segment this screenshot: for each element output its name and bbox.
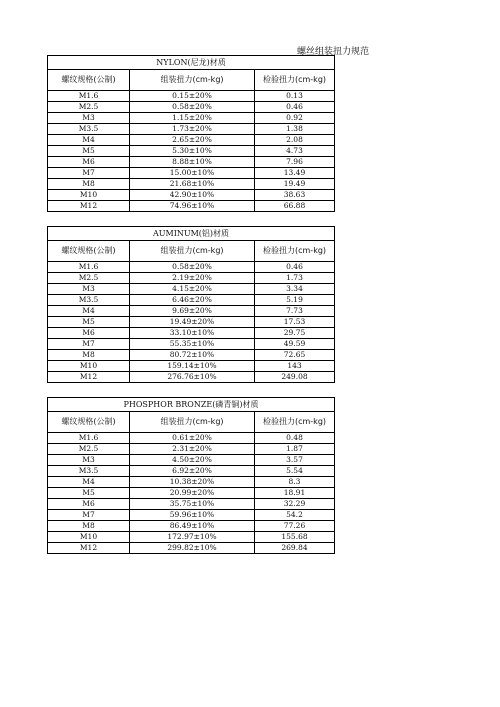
table-row	[48, 510, 335, 521]
inspection-torque-cell: 5.54	[255, 466, 335, 477]
assembly-torque-cell: 33.10±10%	[130, 328, 255, 339]
table-row	[48, 477, 335, 488]
table-row	[48, 521, 335, 532]
thread-spec-cell: M6	[48, 157, 130, 168]
table-row	[48, 91, 335, 102]
assembly-torque-cell: 86.49±10%	[130, 521, 255, 532]
inspection-torque-cell: 155.68	[255, 532, 335, 543]
assembly-torque-cell: 59.96±10%	[130, 510, 255, 521]
torque-table	[47, 226, 335, 383]
thread-spec-cell: M1.6	[48, 433, 130, 444]
assembly-torque-cell: 15.00±10%	[130, 168, 255, 179]
table-header-row	[48, 412, 335, 433]
inspection-torque-cell: 0.48	[255, 433, 335, 444]
material-title: NYLON(尼龙)材质	[48, 56, 335, 70]
inspection-torque-cell: 19.49	[255, 179, 335, 190]
thread-spec-cell: M10	[48, 361, 130, 372]
aluminum-table-section	[47, 226, 334, 383]
table-row	[48, 444, 335, 455]
table-row	[48, 372, 335, 383]
thread-spec-cell: M4	[48, 477, 130, 488]
thread-spec-cell: M2.5	[48, 444, 130, 455]
inspection-torque-cell: 143	[255, 361, 335, 372]
inspection-torque-cell: 1.38	[255, 124, 335, 135]
thread-spec-cell: M7	[48, 168, 130, 179]
thread-spec-cell: M1.6	[48, 91, 130, 102]
thread-spec-cell: M5	[48, 146, 130, 157]
table-header-row	[48, 70, 335, 91]
inspection-torque-cell: 0.46	[255, 262, 335, 273]
table-row	[48, 532, 335, 543]
thread-spec-cell: M5	[48, 317, 130, 328]
assembly-torque-cell: 2.19±20%	[130, 273, 255, 284]
assembly-torque-cell: 6.46±20%	[130, 295, 255, 306]
table-row	[48, 113, 335, 124]
table-row	[48, 466, 335, 477]
header-thread-spec: 螺纹规格(公制)	[48, 241, 130, 262]
assembly-torque-cell: 6.92±20%	[130, 466, 255, 477]
inspection-torque-cell: 49.59	[255, 339, 335, 350]
table-row	[48, 124, 335, 135]
assembly-torque-cell: 0.15±20%	[130, 91, 255, 102]
inspection-torque-cell: 0.13	[255, 91, 335, 102]
thread-spec-cell: M3	[48, 284, 130, 295]
assembly-torque-cell: 172.97±10%	[130, 532, 255, 543]
thread-spec-cell: M12	[48, 201, 130, 212]
inspection-torque-cell: 269.84	[255, 543, 335, 554]
assembly-torque-cell: 8.88±10%	[130, 157, 255, 168]
table-row	[48, 146, 335, 157]
thread-spec-cell: M10	[48, 532, 130, 543]
assembly-torque-cell: 0.58±20%	[130, 262, 255, 273]
document-title: 螺丝组装扭力规范	[297, 47, 370, 57]
assembly-torque-cell: 0.61±20%	[130, 433, 255, 444]
header-assembly-torque: 组装扭力(cm-kg)	[130, 241, 255, 262]
inspection-torque-cell: 0.92	[255, 113, 335, 124]
inspection-torque-cell: 29.75	[255, 328, 335, 339]
assembly-torque-cell: 1.73±20%	[130, 124, 255, 135]
table-row	[48, 190, 335, 201]
inspection-torque-cell: 5.19	[255, 295, 335, 306]
assembly-torque-cell: 35.75±10%	[130, 499, 255, 510]
header-inspection-torque: 检验扭力(cm-kg)	[255, 70, 335, 91]
assembly-torque-cell: 10.38±20%	[130, 477, 255, 488]
inspection-torque-cell: 72.65	[255, 350, 335, 361]
thread-spec-cell: M8	[48, 179, 130, 190]
table-row	[48, 284, 335, 295]
thread-spec-cell: M3	[48, 113, 130, 124]
header-assembly-torque: 组装扭力(cm-kg)	[130, 412, 255, 433]
header-thread-spec: 螺纹规格(公制)	[48, 412, 130, 433]
table-row	[48, 350, 335, 361]
assembly-torque-cell: 74.96±10%	[130, 201, 255, 212]
inspection-torque-cell: 54.2	[255, 510, 335, 521]
nylon-table-section	[47, 55, 334, 212]
inspection-torque-cell: 8.3	[255, 477, 335, 488]
inspection-torque-cell: 17.53	[255, 317, 335, 328]
thread-spec-cell: M3	[48, 455, 130, 466]
inspection-torque-cell: 249.08	[255, 372, 335, 383]
inspection-torque-cell: 4.73	[255, 146, 335, 157]
thread-spec-cell: M4	[48, 306, 130, 317]
table-row	[48, 168, 335, 179]
inspection-torque-cell: 1.87	[255, 444, 335, 455]
assembly-torque-cell: 1.15±20%	[130, 113, 255, 124]
thread-spec-cell: M3.5	[48, 295, 130, 306]
material-title: PHOSPHOR BRONZE(磷青铜)材质	[48, 398, 335, 412]
thread-spec-cell: M12	[48, 372, 130, 383]
assembly-torque-cell: 5.30±10%	[130, 146, 255, 157]
thread-spec-cell: M1.6	[48, 262, 130, 273]
inspection-torque-cell: 3.34	[255, 284, 335, 295]
inspection-torque-cell: 77.26	[255, 521, 335, 532]
table-row	[48, 179, 335, 190]
inspection-torque-cell: 1.73	[255, 273, 335, 284]
thread-spec-cell: M6	[48, 328, 130, 339]
inspection-torque-cell: 2.08	[255, 135, 335, 146]
table-row	[48, 273, 335, 284]
assembly-torque-cell: 299.82±10%	[130, 543, 255, 554]
table-title-row	[48, 56, 335, 70]
table-row	[48, 455, 335, 466]
bronze-table-section	[47, 397, 334, 554]
assembly-torque-cell: 2.31±20%	[130, 444, 255, 455]
inspection-torque-cell: 3.57	[255, 455, 335, 466]
header-assembly-torque: 组装扭力(cm-kg)	[130, 70, 255, 91]
thread-spec-cell: M3.5	[48, 124, 130, 135]
assembly-torque-cell: 2.65±20%	[130, 135, 255, 146]
table-row	[48, 201, 335, 212]
thread-spec-cell: M8	[48, 521, 130, 532]
thread-spec-cell: M12	[48, 543, 130, 554]
thread-spec-cell: M6	[48, 499, 130, 510]
thread-spec-cell: M7	[48, 339, 130, 350]
thread-spec-cell: M10	[48, 190, 130, 201]
thread-spec-cell: M2.5	[48, 273, 130, 284]
thread-spec-cell: M4	[48, 135, 130, 146]
table-row	[48, 102, 335, 113]
torque-table	[47, 397, 335, 554]
table-row	[48, 328, 335, 339]
assembly-torque-cell: 9.69±20%	[130, 306, 255, 317]
table-header-row	[48, 241, 335, 262]
inspection-torque-cell: 32.29	[255, 499, 335, 510]
table-row	[48, 499, 335, 510]
header-thread-spec: 螺纹规格(公制)	[48, 70, 130, 91]
thread-spec-cell: M3.5	[48, 466, 130, 477]
assembly-torque-cell: 19.49±20%	[130, 317, 255, 328]
material-title: AUMINUM(铝)材质	[48, 227, 335, 241]
inspection-torque-cell: 7.96	[255, 157, 335, 168]
table-row	[48, 306, 335, 317]
inspection-torque-cell: 7.73	[255, 306, 335, 317]
table-row	[48, 157, 335, 168]
inspection-torque-cell: 38.63	[255, 190, 335, 201]
thread-spec-cell: M5	[48, 488, 130, 499]
assembly-torque-cell: 20.99±20%	[130, 488, 255, 499]
header-inspection-torque: 检验扭力(cm-kg)	[255, 241, 335, 262]
table-title-row	[48, 227, 335, 241]
table-row	[48, 339, 335, 350]
assembly-torque-cell: 159.14±10%	[130, 361, 255, 372]
inspection-torque-cell: 18.91	[255, 488, 335, 499]
assembly-torque-cell: 55.35±10%	[130, 339, 255, 350]
table-row	[48, 433, 335, 444]
table-row	[48, 488, 335, 499]
assembly-torque-cell: 0.58±20%	[130, 102, 255, 113]
torque-table	[47, 55, 335, 212]
thread-spec-cell: M7	[48, 510, 130, 521]
assembly-torque-cell: 42.90±10%	[130, 190, 255, 201]
table-row	[48, 361, 335, 372]
assembly-torque-cell: 80.72±10%	[130, 350, 255, 361]
table-row	[48, 262, 335, 273]
assembly-torque-cell: 4.15±20%	[130, 284, 255, 295]
table-row	[48, 317, 335, 328]
inspection-torque-cell: 66.88	[255, 201, 335, 212]
header-inspection-torque: 检验扭力(cm-kg)	[255, 412, 335, 433]
table-title-row	[48, 398, 335, 412]
inspection-torque-cell: 0.46	[255, 102, 335, 113]
table-row	[48, 295, 335, 306]
assembly-torque-cell: 4.50±20%	[130, 455, 255, 466]
thread-spec-cell: M2.5	[48, 102, 130, 113]
assembly-torque-cell: 276.76±10%	[130, 372, 255, 383]
assembly-torque-cell: 21.68±10%	[130, 179, 255, 190]
table-row	[48, 135, 335, 146]
thread-spec-cell: M8	[48, 350, 130, 361]
inspection-torque-cell: 13.49	[255, 168, 335, 179]
table-row	[48, 543, 335, 554]
